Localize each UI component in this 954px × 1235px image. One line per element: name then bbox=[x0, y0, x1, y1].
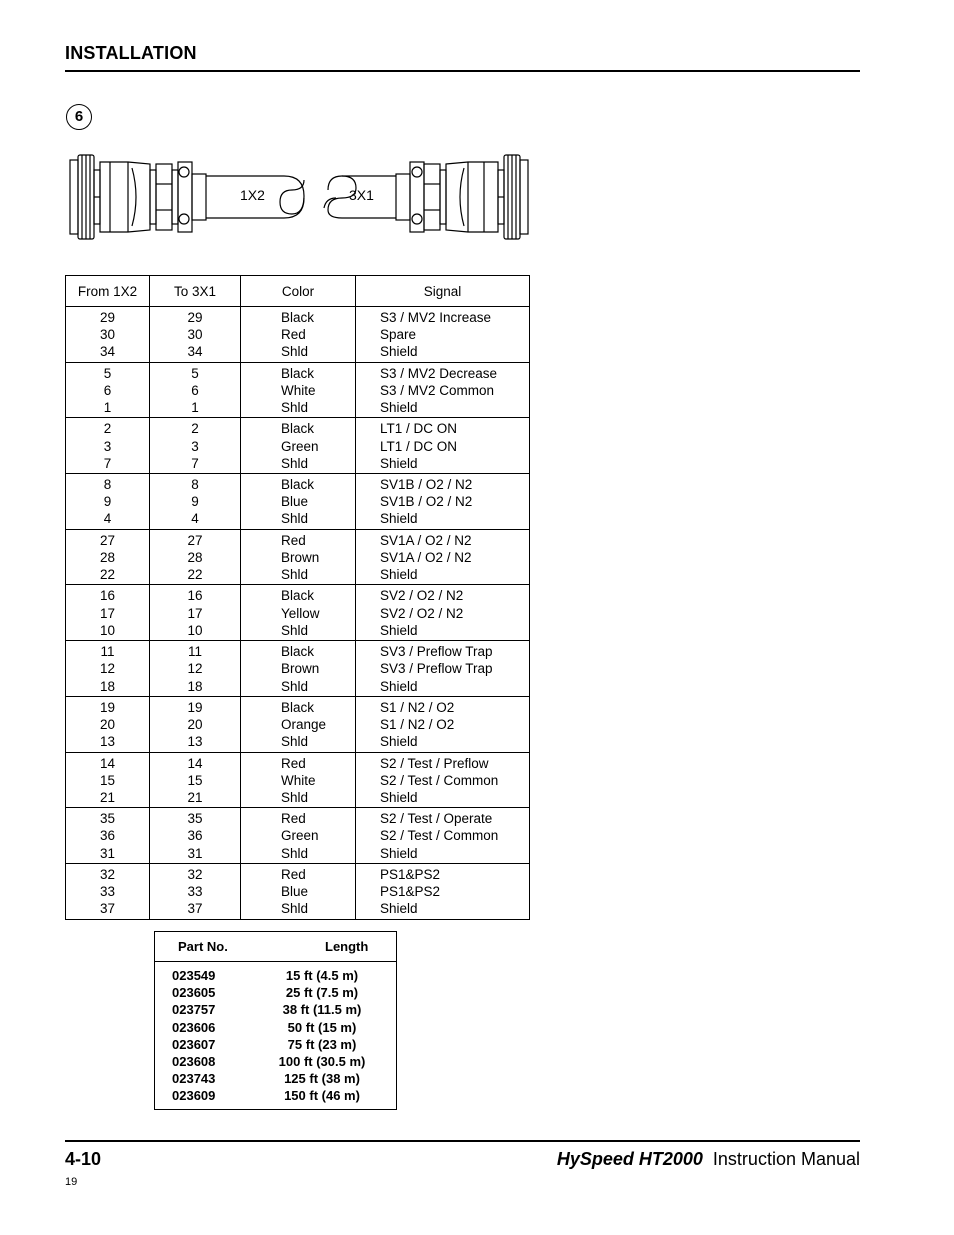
signal-value: Shield bbox=[380, 901, 418, 917]
from-value: 2 bbox=[103, 421, 112, 437]
color-value: Brown bbox=[281, 549, 320, 565]
cell-signal bbox=[356, 585, 530, 641]
color-value: Shld bbox=[281, 845, 309, 861]
header-divider bbox=[65, 70, 860, 72]
from-value: 17 bbox=[99, 605, 116, 621]
color-value: Red bbox=[281, 811, 306, 827]
to-value: 28 bbox=[187, 549, 203, 565]
to-value: 35 bbox=[187, 811, 203, 827]
signal-value: Shield bbox=[380, 845, 418, 861]
table-row bbox=[66, 474, 530, 530]
footer-divider bbox=[65, 1140, 860, 1142]
table-row bbox=[66, 307, 530, 363]
color-value: Shld bbox=[281, 734, 309, 750]
cell-to bbox=[150, 752, 241, 808]
to-value: 13 bbox=[187, 734, 203, 750]
signal-value: SV2 / O2 / N2 bbox=[380, 605, 464, 621]
signal-value: PS1&PS2 bbox=[380, 866, 441, 882]
cell-to bbox=[150, 529, 241, 585]
from-value: 6 bbox=[103, 382, 112, 398]
signal-value: Shield bbox=[380, 734, 418, 750]
color-value: Shld bbox=[281, 901, 309, 917]
cell-from bbox=[66, 863, 150, 919]
header-from: From 1X2 bbox=[66, 276, 150, 307]
cell-from bbox=[66, 585, 150, 641]
signal-value: S1 / N2 / O2 bbox=[380, 699, 455, 715]
signal-value: LT1 / DC ON bbox=[380, 421, 458, 437]
cell-to bbox=[150, 641, 241, 697]
from-value: 30 bbox=[99, 327, 116, 343]
cell-to bbox=[150, 863, 241, 919]
from-value: 32 bbox=[99, 866, 116, 882]
to-value: 15 bbox=[187, 772, 203, 788]
cell-color bbox=[241, 307, 356, 363]
color-value: Red bbox=[281, 532, 306, 548]
part-number: 023607 bbox=[172, 1036, 216, 1052]
to-value: 7 bbox=[191, 455, 199, 471]
part-number: 023549 bbox=[172, 968, 216, 983]
cell-to bbox=[150, 362, 241, 418]
table-row bbox=[155, 1036, 397, 1053]
color-value: Black bbox=[281, 365, 315, 381]
from-value: 37 bbox=[99, 901, 116, 917]
parts-table-header bbox=[155, 932, 397, 962]
cable-label-left: 1X2 bbox=[240, 187, 265, 203]
color-value: White bbox=[281, 382, 316, 398]
cell-signal bbox=[356, 362, 530, 418]
signal-value: S2 / Test / Common bbox=[380, 772, 499, 788]
cable-length: 50 ft (15 m) bbox=[287, 1019, 357, 1035]
table-row bbox=[66, 362, 530, 418]
to-value: 27 bbox=[187, 532, 203, 548]
table-row bbox=[155, 1053, 397, 1070]
cell-to bbox=[150, 307, 241, 363]
cell-to bbox=[150, 418, 241, 474]
cell-from bbox=[66, 418, 150, 474]
color-value: Black bbox=[281, 588, 315, 604]
table-row bbox=[66, 585, 530, 641]
signal-value: SV1B / O2 / N2 bbox=[380, 477, 473, 493]
from-value: 10 bbox=[99, 622, 116, 638]
cell-color bbox=[241, 362, 356, 418]
to-value: 31 bbox=[187, 845, 203, 861]
from-value: 16 bbox=[99, 588, 116, 604]
to-value: 16 bbox=[187, 588, 203, 604]
step-number-badge: 6 bbox=[66, 104, 92, 130]
from-value: 36 bbox=[99, 828, 116, 844]
table-row bbox=[155, 1087, 397, 1109]
to-value: 18 bbox=[187, 678, 203, 694]
header-signal: Signal bbox=[356, 276, 530, 307]
signal-value: SV3 / Preflow Trap bbox=[380, 644, 493, 660]
table-row bbox=[66, 529, 530, 585]
cell-to bbox=[150, 585, 241, 641]
from-value: 28 bbox=[99, 549, 116, 565]
from-value: 3 bbox=[103, 438, 112, 454]
brand-name: HySpeed HT2000 bbox=[556, 1149, 703, 1169]
cell-color bbox=[241, 752, 356, 808]
color-value: Shld bbox=[281, 622, 309, 638]
color-value: Yellow bbox=[281, 605, 320, 621]
from-value: 15 bbox=[99, 772, 116, 788]
cable-length: 125 ft (38 m) bbox=[284, 1071, 360, 1087]
from-value: 7 bbox=[103, 455, 112, 471]
color-value: Black bbox=[281, 310, 315, 325]
from-value: 35 bbox=[99, 811, 116, 827]
cell-color bbox=[241, 696, 356, 752]
cell-signal bbox=[356, 418, 530, 474]
signal-value: SV1B / O2 / N2 bbox=[380, 494, 473, 510]
from-value: 31 bbox=[99, 845, 116, 861]
parts-table bbox=[154, 931, 397, 1110]
cell-signal bbox=[356, 307, 530, 363]
header-to: To 3X1 bbox=[150, 276, 241, 307]
cell-color bbox=[241, 418, 356, 474]
from-value: 13 bbox=[99, 734, 116, 750]
part-number: 023609 bbox=[172, 1088, 216, 1104]
signal-value: Shield bbox=[380, 344, 418, 360]
signal-value: S3 / MV2 Increase bbox=[380, 310, 492, 325]
part-number: 023605 bbox=[172, 985, 216, 1001]
signal-value: SV1A / O2 / N2 bbox=[380, 549, 472, 565]
from-value: 9 bbox=[103, 494, 112, 510]
cell-color bbox=[241, 863, 356, 919]
from-value: 5 bbox=[103, 365, 112, 381]
left-connector-icon bbox=[70, 155, 304, 239]
color-value: Black bbox=[281, 699, 315, 715]
table-row bbox=[66, 418, 530, 474]
color-value: Blue bbox=[281, 884, 309, 900]
cell-from bbox=[66, 752, 150, 808]
from-value: 4 bbox=[103, 511, 112, 527]
from-value: 22 bbox=[99, 567, 116, 583]
table-row bbox=[66, 641, 530, 697]
manual-suffix: Instruction Manual bbox=[712, 1149, 860, 1169]
to-value: 12 bbox=[187, 661, 203, 677]
to-value: 10 bbox=[187, 622, 203, 638]
signal-value: SV2 / O2 / N2 bbox=[380, 588, 464, 604]
from-value: 33 bbox=[99, 884, 116, 900]
cell-color bbox=[241, 808, 356, 864]
part-number: 023606 bbox=[172, 1019, 216, 1035]
cell-signal bbox=[356, 752, 530, 808]
color-value: Red bbox=[281, 866, 306, 882]
cable-diagram bbox=[66, 150, 556, 242]
cell-from bbox=[66, 808, 150, 864]
signal-value: LT1 / DC ON bbox=[380, 438, 458, 454]
signal-value: S1 / N2 / O2 bbox=[380, 717, 455, 733]
signal-value: Shield bbox=[380, 400, 418, 416]
signal-value: Shield bbox=[380, 678, 418, 694]
color-value: Black bbox=[281, 477, 315, 493]
cell-color bbox=[241, 641, 356, 697]
manual-title bbox=[557, 1149, 860, 1170]
table-row bbox=[66, 696, 530, 752]
header-length: Length bbox=[270, 932, 397, 962]
color-value: Green bbox=[281, 438, 319, 454]
to-value: 1 bbox=[191, 400, 199, 416]
to-value: 9 bbox=[191, 494, 199, 510]
cell-to bbox=[150, 474, 241, 530]
color-value: White bbox=[281, 772, 316, 788]
signal-value: S2 / Test / Operate bbox=[380, 811, 493, 827]
from-value: 18 bbox=[99, 678, 116, 694]
color-value: Shld bbox=[281, 678, 309, 694]
cable-length: 150 ft (46 m) bbox=[284, 1088, 360, 1104]
signal-value: Shield bbox=[380, 455, 418, 471]
signal-value: SV3 / Preflow Trap bbox=[380, 661, 493, 677]
to-value: 21 bbox=[187, 789, 203, 805]
signal-value: Shield bbox=[380, 622, 418, 638]
from-value: 27 bbox=[99, 532, 116, 548]
part-number: 023743 bbox=[172, 1071, 216, 1087]
wiring-table-header bbox=[66, 276, 530, 307]
cable-length: 38 ft (11.5 m) bbox=[282, 1002, 362, 1018]
to-value: 22 bbox=[187, 567, 203, 583]
header-part-no: Part No. bbox=[155, 932, 271, 962]
to-value: 4 bbox=[191, 511, 199, 527]
from-value: 11 bbox=[100, 644, 115, 660]
color-value: Shld bbox=[281, 455, 309, 471]
color-value: Shld bbox=[281, 511, 309, 527]
from-value: 8 bbox=[103, 477, 112, 493]
color-value: Black bbox=[281, 644, 315, 660]
section-title: INSTALLATION bbox=[65, 43, 197, 63]
from-value: 29 bbox=[99, 310, 116, 325]
color-value: Green bbox=[281, 828, 319, 844]
from-value: 1 bbox=[103, 400, 112, 416]
signal-value: S3 / MV2 Common bbox=[380, 382, 495, 398]
header-color: Color bbox=[241, 276, 356, 307]
color-value: Blue bbox=[281, 494, 309, 510]
cell-from bbox=[66, 641, 150, 697]
to-value: 2 bbox=[191, 421, 199, 437]
to-value: 34 bbox=[187, 344, 203, 360]
table-row bbox=[155, 1070, 397, 1087]
signal-value: S3 / MV2 Decrease bbox=[380, 365, 498, 381]
cell-from bbox=[66, 307, 150, 363]
cell-signal bbox=[356, 863, 530, 919]
from-value: 12 bbox=[99, 661, 116, 677]
color-value: Red bbox=[281, 755, 306, 771]
to-value: 32 bbox=[187, 866, 203, 882]
table-row bbox=[155, 1019, 397, 1036]
cable-length: 25 ft (7.5 m) bbox=[285, 985, 359, 1001]
cell-from bbox=[66, 696, 150, 752]
table-row bbox=[155, 984, 397, 1001]
cell-signal bbox=[356, 696, 530, 752]
to-value: 33 bbox=[187, 884, 203, 900]
cell-color bbox=[241, 474, 356, 530]
to-value: 14 bbox=[187, 755, 203, 771]
to-value: 37 bbox=[187, 901, 203, 917]
from-value: 14 bbox=[99, 755, 116, 771]
to-value: 20 bbox=[187, 717, 203, 733]
color-value: Brown bbox=[281, 661, 320, 677]
cell-signal bbox=[356, 641, 530, 697]
signal-value: Shield bbox=[380, 511, 418, 527]
page-number: 4-10 bbox=[65, 1149, 102, 1169]
from-value: 20 bbox=[99, 717, 116, 733]
color-value: Red bbox=[281, 327, 306, 343]
signal-value: PS1&PS2 bbox=[380, 884, 441, 900]
cable-label-right: 3X1 bbox=[349, 187, 374, 203]
to-value: 3 bbox=[191, 438, 199, 454]
to-value: 8 bbox=[191, 477, 199, 493]
to-value: 6 bbox=[191, 382, 199, 398]
cell-from bbox=[66, 474, 150, 530]
signal-value: Shield bbox=[380, 567, 418, 583]
from-value: 19 bbox=[99, 699, 116, 715]
to-value: 17 bbox=[187, 605, 203, 621]
signal-value: S2 / Test / Common bbox=[380, 828, 499, 844]
to-value: 36 bbox=[187, 828, 203, 844]
signal-value: Spare bbox=[380, 327, 417, 343]
to-value: 30 bbox=[187, 327, 203, 343]
part-number: 023608 bbox=[172, 1054, 216, 1070]
to-value: 11 bbox=[187, 644, 202, 660]
color-value: Shld bbox=[281, 567, 309, 583]
cell-from bbox=[66, 529, 150, 585]
cable-length: 75 ft (23 m) bbox=[287, 1036, 357, 1052]
cell-to bbox=[150, 696, 241, 752]
color-value: Shld bbox=[281, 789, 309, 805]
color-value: Black bbox=[281, 421, 315, 437]
table-row bbox=[155, 962, 397, 985]
wiring-table bbox=[65, 275, 530, 920]
cell-from bbox=[66, 362, 150, 418]
color-value: Shld bbox=[281, 344, 309, 360]
signal-value: S2 / Test / Preflow bbox=[380, 755, 489, 771]
table-row bbox=[66, 808, 530, 864]
cell-color bbox=[241, 529, 356, 585]
color-value: Shld bbox=[281, 400, 309, 416]
cell-color bbox=[241, 585, 356, 641]
from-value: 34 bbox=[99, 344, 116, 360]
signal-value: Shield bbox=[380, 789, 418, 805]
sheet-index: 19 bbox=[65, 1176, 78, 1188]
cell-signal bbox=[356, 808, 530, 864]
to-value: 5 bbox=[191, 365, 199, 381]
cell-signal bbox=[356, 529, 530, 585]
table-row bbox=[66, 863, 530, 919]
table-row bbox=[155, 1001, 397, 1018]
from-value: 21 bbox=[99, 789, 116, 805]
to-value: 29 bbox=[187, 310, 203, 325]
cell-signal bbox=[356, 474, 530, 530]
cable-length: 15 ft (4.5 m) bbox=[285, 968, 359, 983]
color-value: Orange bbox=[281, 717, 327, 733]
cell-to bbox=[150, 808, 241, 864]
table-row bbox=[66, 752, 530, 808]
cable-length: 100 ft (30.5 m) bbox=[278, 1054, 366, 1070]
signal-value: SV1A / O2 / N2 bbox=[380, 532, 472, 548]
to-value: 19 bbox=[187, 699, 203, 715]
part-number: 023757 bbox=[172, 1002, 216, 1018]
